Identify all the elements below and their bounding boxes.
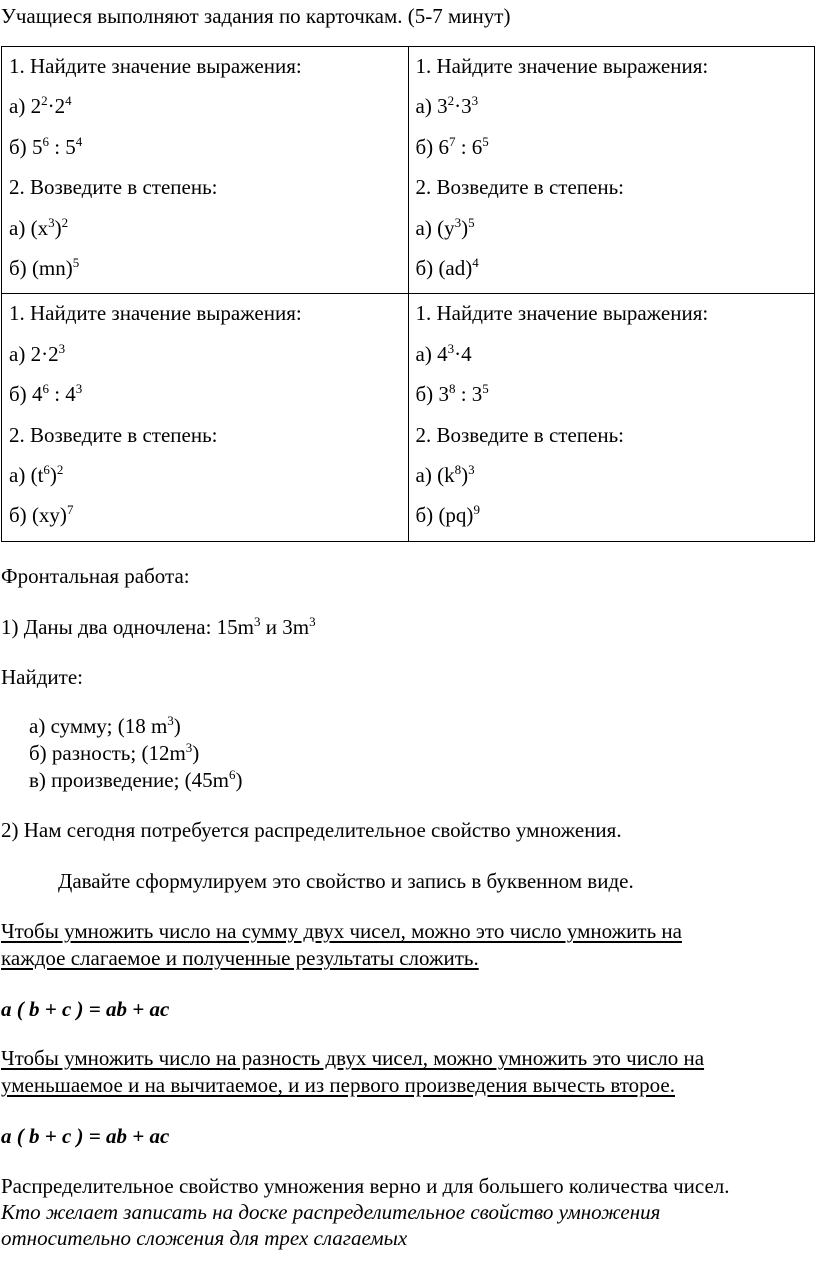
power-a	[9, 213, 401, 253]
task-heading-values: 1. Найдите значение выражения:	[9, 54, 302, 78]
expr-text: :	[455, 134, 472, 159]
item-prefix: а)	[415, 215, 438, 240]
item-prefix: б)	[9, 134, 32, 159]
item-prefix: а)	[415, 462, 438, 487]
expression-a	[416, 91, 808, 131]
item-prefix: б)	[9, 255, 32, 280]
expr-text: и 3m	[260, 615, 310, 639]
expr-text: )	[54, 215, 62, 240]
power-base: 2	[30, 94, 42, 119]
power-base: 3	[438, 382, 449, 407]
exponent: 3	[48, 214, 55, 230]
card-4	[408, 294, 815, 541]
power-base: 4	[65, 382, 76, 407]
task-heading-values: 1. Найдите значение выражения:	[415, 301, 709, 326]
expr-text: (t	[30, 462, 44, 487]
exponent: 4	[65, 93, 72, 109]
power-base: 5	[31, 134, 43, 159]
answer-difference	[29, 741, 199, 766]
power-base: 4	[31, 382, 43, 407]
card-1	[2, 47, 409, 294]
find-label: Найдите:	[1, 665, 83, 689]
expression-b	[416, 379, 808, 419]
exponent: 7	[448, 133, 456, 149]
exponent: 3	[468, 461, 475, 477]
expr-text: :	[455, 382, 472, 407]
power-b	[9, 253, 401, 293]
expr-text: б) разность; (12m	[29, 741, 186, 765]
item-prefix: а)	[9, 462, 31, 487]
exponent: 5	[482, 133, 489, 149]
exponent: 2	[56, 461, 64, 477]
exponent: 4	[75, 133, 83, 149]
expr-text: 2·	[30, 341, 49, 366]
expr-text: :	[48, 134, 66, 159]
task-heading-powers: 2. Возведите в степень:	[415, 422, 625, 447]
rule-difference-line-2: уменьшаемое и на вычитаемое, и из первого произведения вычесть второе.	[1, 1073, 675, 1097]
exponent: 7	[66, 502, 74, 518]
expr-text: в) произведение; (45m	[29, 768, 229, 792]
exponent: 5	[482, 381, 489, 397]
expr-text: (xy)	[31, 503, 67, 528]
power-base: 2	[54, 94, 66, 119]
card-3	[2, 294, 409, 541]
item-prefix: а)	[415, 94, 438, 119]
task-heading-values: 1. Найдите значение выражения:	[415, 54, 709, 78]
item-prefix: а)	[9, 215, 31, 240]
item-prefix: б)	[415, 382, 439, 407]
expr-text: ·	[47, 94, 55, 119]
expr-text: )	[461, 462, 469, 487]
exponent: 3	[58, 340, 66, 356]
expr-text: (pq)	[438, 503, 474, 528]
distributive-intro: 2) Нам сегодня потребуется распределительное свойство умножения.	[1, 818, 622, 842]
exponent: 6	[43, 461, 50, 477]
formulate-prompt: Давайте сформулируем это свойство и запись в буквенном виде.	[58, 869, 634, 893]
expr-text: ·4	[454, 341, 472, 366]
rule-difference-line-1: Чтобы умножить число на разность двух чисел, можно умножить это число на	[1, 1046, 705, 1070]
exponent: 2	[61, 214, 69, 230]
item-prefix: а)	[415, 341, 438, 366]
expression-b	[9, 379, 401, 419]
distributive-note: Распределительное свойство умножения верно и для большего количества чисел.	[1, 1174, 730, 1198]
exponent: 4	[472, 254, 479, 270]
power-base: 2	[48, 341, 59, 366]
power-base: 6	[438, 134, 449, 159]
exponent: 3	[75, 381, 83, 397]
exponent: 6	[42, 133, 49, 149]
exponent: 6	[228, 767, 236, 782]
exponent: 3	[185, 740, 193, 755]
expression-a	[416, 339, 808, 379]
answer-product	[29, 768, 242, 793]
expr-text: :	[48, 382, 66, 407]
card-2	[408, 47, 815, 294]
expr-text: )	[192, 741, 200, 765]
expression-b	[416, 132, 808, 172]
exponent: 8	[448, 381, 456, 397]
exponent: 8	[454, 461, 462, 477]
expr-text: (x	[30, 215, 49, 240]
exponent: 3	[309, 614, 316, 629]
power-a	[416, 213, 808, 253]
power-a	[416, 460, 808, 500]
power-base: 4	[437, 341, 448, 366]
expr-text: 1) Даны два одночлена: 15m	[1, 615, 254, 639]
item-prefix: б)	[9, 503, 32, 528]
formula-sum: a ( b + c ) = ab + ac	[1, 997, 170, 1021]
exponent: 3	[454, 214, 462, 230]
expr-text: )	[173, 714, 181, 738]
power-base: 3	[437, 94, 448, 119]
power-base: 3	[461, 94, 472, 119]
answer-sum	[29, 714, 181, 739]
power-base: 6	[471, 134, 483, 159]
task-heading-powers: 2. Возведите в степень:	[415, 175, 625, 200]
exponent: 5	[468, 214, 475, 230]
exponent: 3	[447, 340, 455, 356]
item-prefix: а)	[9, 94, 31, 119]
expr-text: (k	[437, 462, 455, 487]
expr-text: )	[235, 768, 243, 792]
exponent: 3	[167, 713, 174, 728]
expr-text: а) сумму; (18 m	[29, 714, 168, 738]
cards-table	[1, 46, 815, 542]
expression-b	[9, 132, 401, 172]
power-b	[416, 253, 808, 293]
task-heading-powers: 2. Возведите в степень:	[9, 175, 218, 200]
expression-a	[9, 339, 401, 379]
task-heading-values: 1. Найдите значение выражения:	[9, 301, 302, 326]
frontal-title: Фронтальная работа:	[1, 564, 190, 588]
power-base: 3	[471, 382, 483, 407]
power-b	[416, 500, 808, 540]
power-a	[9, 460, 401, 500]
expr-text: (ad)	[438, 255, 473, 280]
item-prefix: б)	[415, 134, 439, 159]
rule-sum-line-2: каждое слагаемое и полученные результаты сложить.	[1, 946, 479, 970]
expr-text: ·	[454, 94, 462, 119]
item-prefix: а)	[9, 341, 31, 366]
task-heading-powers: 2. Возведите в степень:	[9, 422, 218, 447]
exponent: 3	[471, 93, 479, 109]
item-prefix: б)	[9, 382, 32, 407]
expression-a	[9, 91, 401, 131]
power-base: 5	[65, 134, 76, 159]
power-b	[9, 500, 401, 540]
rule-sum-line-1: Чтобы умножить число на сумму двух чисел, можно это число умножить на	[1, 919, 682, 943]
board-question-line-1: Кто желает записать на доске распределительное свойство умножения	[1, 1200, 661, 1224]
item-prefix: б)	[415, 255, 439, 280]
exponent: 2	[447, 93, 455, 109]
exponent: 3	[254, 614, 261, 629]
expr-text: )	[49, 462, 57, 487]
section-header: Учащиеся выполняют задания по карточкам. (5-7 минут)	[1, 4, 511, 28]
exponent: 2	[41, 93, 48, 109]
formula-difference: a ( b + c ) = ab + ac	[1, 1124, 170, 1148]
exponent: 5	[72, 254, 80, 270]
exponent: 6	[42, 381, 49, 397]
exponent: 9	[473, 502, 480, 518]
monomials-question	[1, 615, 316, 640]
expr-text: (mn)	[31, 255, 73, 280]
expr-text: )	[461, 215, 469, 240]
item-prefix: б)	[415, 503, 439, 528]
expr-text: (y	[437, 215, 455, 240]
board-question-line-2: относительно сложения для трех слагаемых	[1, 1226, 408, 1250]
